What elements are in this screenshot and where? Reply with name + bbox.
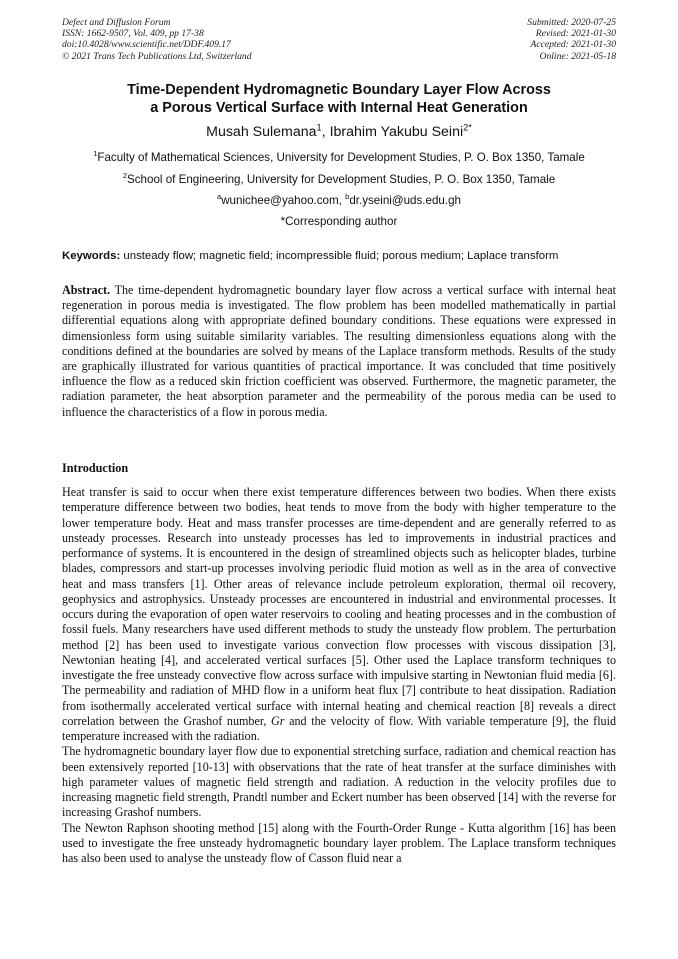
publication-dates <box>527 17 616 62</box>
revised-date: Revised: 2021-01-30 <box>535 28 616 40</box>
author-emails <box>62 194 616 208</box>
doi: doi:10.4028/www.scientific.net/DDF.409.17 <box>62 39 231 51</box>
email-a-mark: a <box>216 192 222 202</box>
author-list <box>62 124 616 141</box>
author-2-affiliation-mark: 2* <box>463 122 472 133</box>
paragraph-2: The hydromagnetic boundary layer flow due to exponential stretching surface, radiation and chemical reaction has been extensively reported [10-13] with observations that the rate of heat transfer at the surface diminishes with high parameter values of magnetic field strength and radiation. A reduction in the velocity profiles due to increasing magnetic field strength, Prandtl number and Eckert number has been observed [14] with the reverse for increasing Grashof numbers. <box>62 744 616 820</box>
affiliation-1-text: Faculty of Mathematical Sciences, University for Development Studies, P. O. Box 1350, Tamale <box>97 151 585 164</box>
journal-name: Defect and Diffusion Forum <box>62 17 171 28</box>
email-b-mark: b <box>345 192 350 202</box>
email-b: dr.yseini@uds.edu.gh <box>349 194 461 207</box>
submitted-date: Submitted: 2020-07-25 <box>527 17 616 28</box>
keywords-text: unsteady flow; magnetic field; incompressible fluid; porous medium; Laplace transform <box>120 250 559 262</box>
journal-info <box>62 17 252 62</box>
affiliation-2 <box>62 173 616 187</box>
abstract-label: Abstract. <box>62 283 111 297</box>
paper-title <box>62 81 616 117</box>
introduction-heading: Introduction <box>62 461 129 475</box>
paragraph-3: The Newton Raphson shooting method [15] along with the Fourth-Order Runge - Kutta algorithm [16] has been used to investigate the free unsteady hydromagnetic boundary layer problem. The Laplace transform techniques has also been used to analyse the unsteady flow of Casson fluid near a <box>62 820 616 865</box>
paragraph-1-text-a: Heat transfer is said to occur when there exist temperature differences between two bodies. When there exists temperature difference between two bodies, heat tends to move from the body with higher temperature to the lower temperature body. Heat and mass transfer processes are time-dependent and are generally referred to as unsteady processes. Research into unsteady processes has led to improvements in industrial practices and performance of systems. It is encountered in the design of streamlined objects such as helicopter blades, turbine blades, compressors and start-up processes involving periodic fluid motion as well as in the area of convective heat and mass transfers [1]. Other areas of relevance include petroleum exploration, thermal oil recovery, geophysics and astrophysics. Unsteady processes are encountered in industrial and environmental processes. It occurs during the evaporation of open water reservoirs to cooling and heating processes and in the combustion of fossil fuels. Many researchers have used different methods to study the unsteady flow problem. The perturbation method [2] has been used to investigate various convection flow processes with viscous dissipation [3], Newtonian heating [4], and accelerated vertical surfaces [5]. Other used the Laplace transform techniques to investigate the free unsteady convective flow across surface with impulsive starting in Newtonian fluid media [6]. The permeability and radiation of MHD flow in a uniform heat flux [7] contribute to heat dissipation. Radiation from isothermally accelerated vertical surface with internal heating and chemical reaction [8] reveals a direct correlation between the Grashof number, <box>62 485 616 728</box>
title-line-1: Time-Dependent Hydromagnetic Boundary Layer Flow Across <box>127 82 551 98</box>
author-1: Musah Sulemana <box>206 124 317 140</box>
affiliation-1-mark: 1 <box>93 149 98 159</box>
introduction-body <box>62 485 616 866</box>
title-line-2: a Porous Vertical Surface with Internal Heat Generation <box>150 100 528 116</box>
paragraph-1 <box>62 485 616 744</box>
author-2: Ibrahim Yakubu Seini <box>329 124 464 140</box>
online-date: Online: 2021-05-18 <box>539 50 616 62</box>
copyright: © 2021 Trans Tech Publications Ltd, Switzerland <box>62 50 252 62</box>
affiliation-2-text: School of Engineering, University for Development Studies, P. O. Box 1350, Tamale <box>127 173 556 186</box>
issn: ISSN: 1662-9507, Vol. 409, pp 17-38 <box>62 28 204 40</box>
abstract-text: The time-dependent hydromagnetic boundary layer flow across a vertical surface with internal heat regeneration in porous media is investigated. The flow problem has been modelled mathematically in partial differential equations along with appropriate defined boundary conditions. These equations were expressed in dimensionless form using suitable similarity variables. The resulting dimensionless equations along with the conditions defined at the boundaries are solved by means of the Laplace transform methods. Results of the study are graphically illustrated for various quantities of practical importance. It was concluded that time positively influence the flow as a reduced skin friction coefficient was observed. Furthermore, the magnetic parameter, the radiation parameter, the heat absorption parameter and the permeability of the porous media can be used to influence the characteristics of a flow in porous media. <box>62 283 616 419</box>
grashof-symbol: Gr <box>271 713 285 728</box>
author-1-affiliation-mark: 1 <box>316 122 322 133</box>
abstract <box>62 283 616 420</box>
email-a: wunichee@yahoo.com, <box>221 194 346 207</box>
corresponding-author-note: *Corresponding author <box>280 215 398 228</box>
paragraph-1-text-b: and the velocity of flow. With variable temperature [9], the fluid temperature increased with the radiation. <box>62 713 617 743</box>
keywords-label: Keywords: <box>62 250 121 262</box>
affiliation-2-mark: 2 <box>122 171 128 181</box>
accepted-date: Accepted: 2021-01-30 <box>530 39 616 51</box>
affiliation-1 <box>62 151 616 165</box>
author-separator: , <box>321 124 330 140</box>
keywords <box>62 249 616 263</box>
